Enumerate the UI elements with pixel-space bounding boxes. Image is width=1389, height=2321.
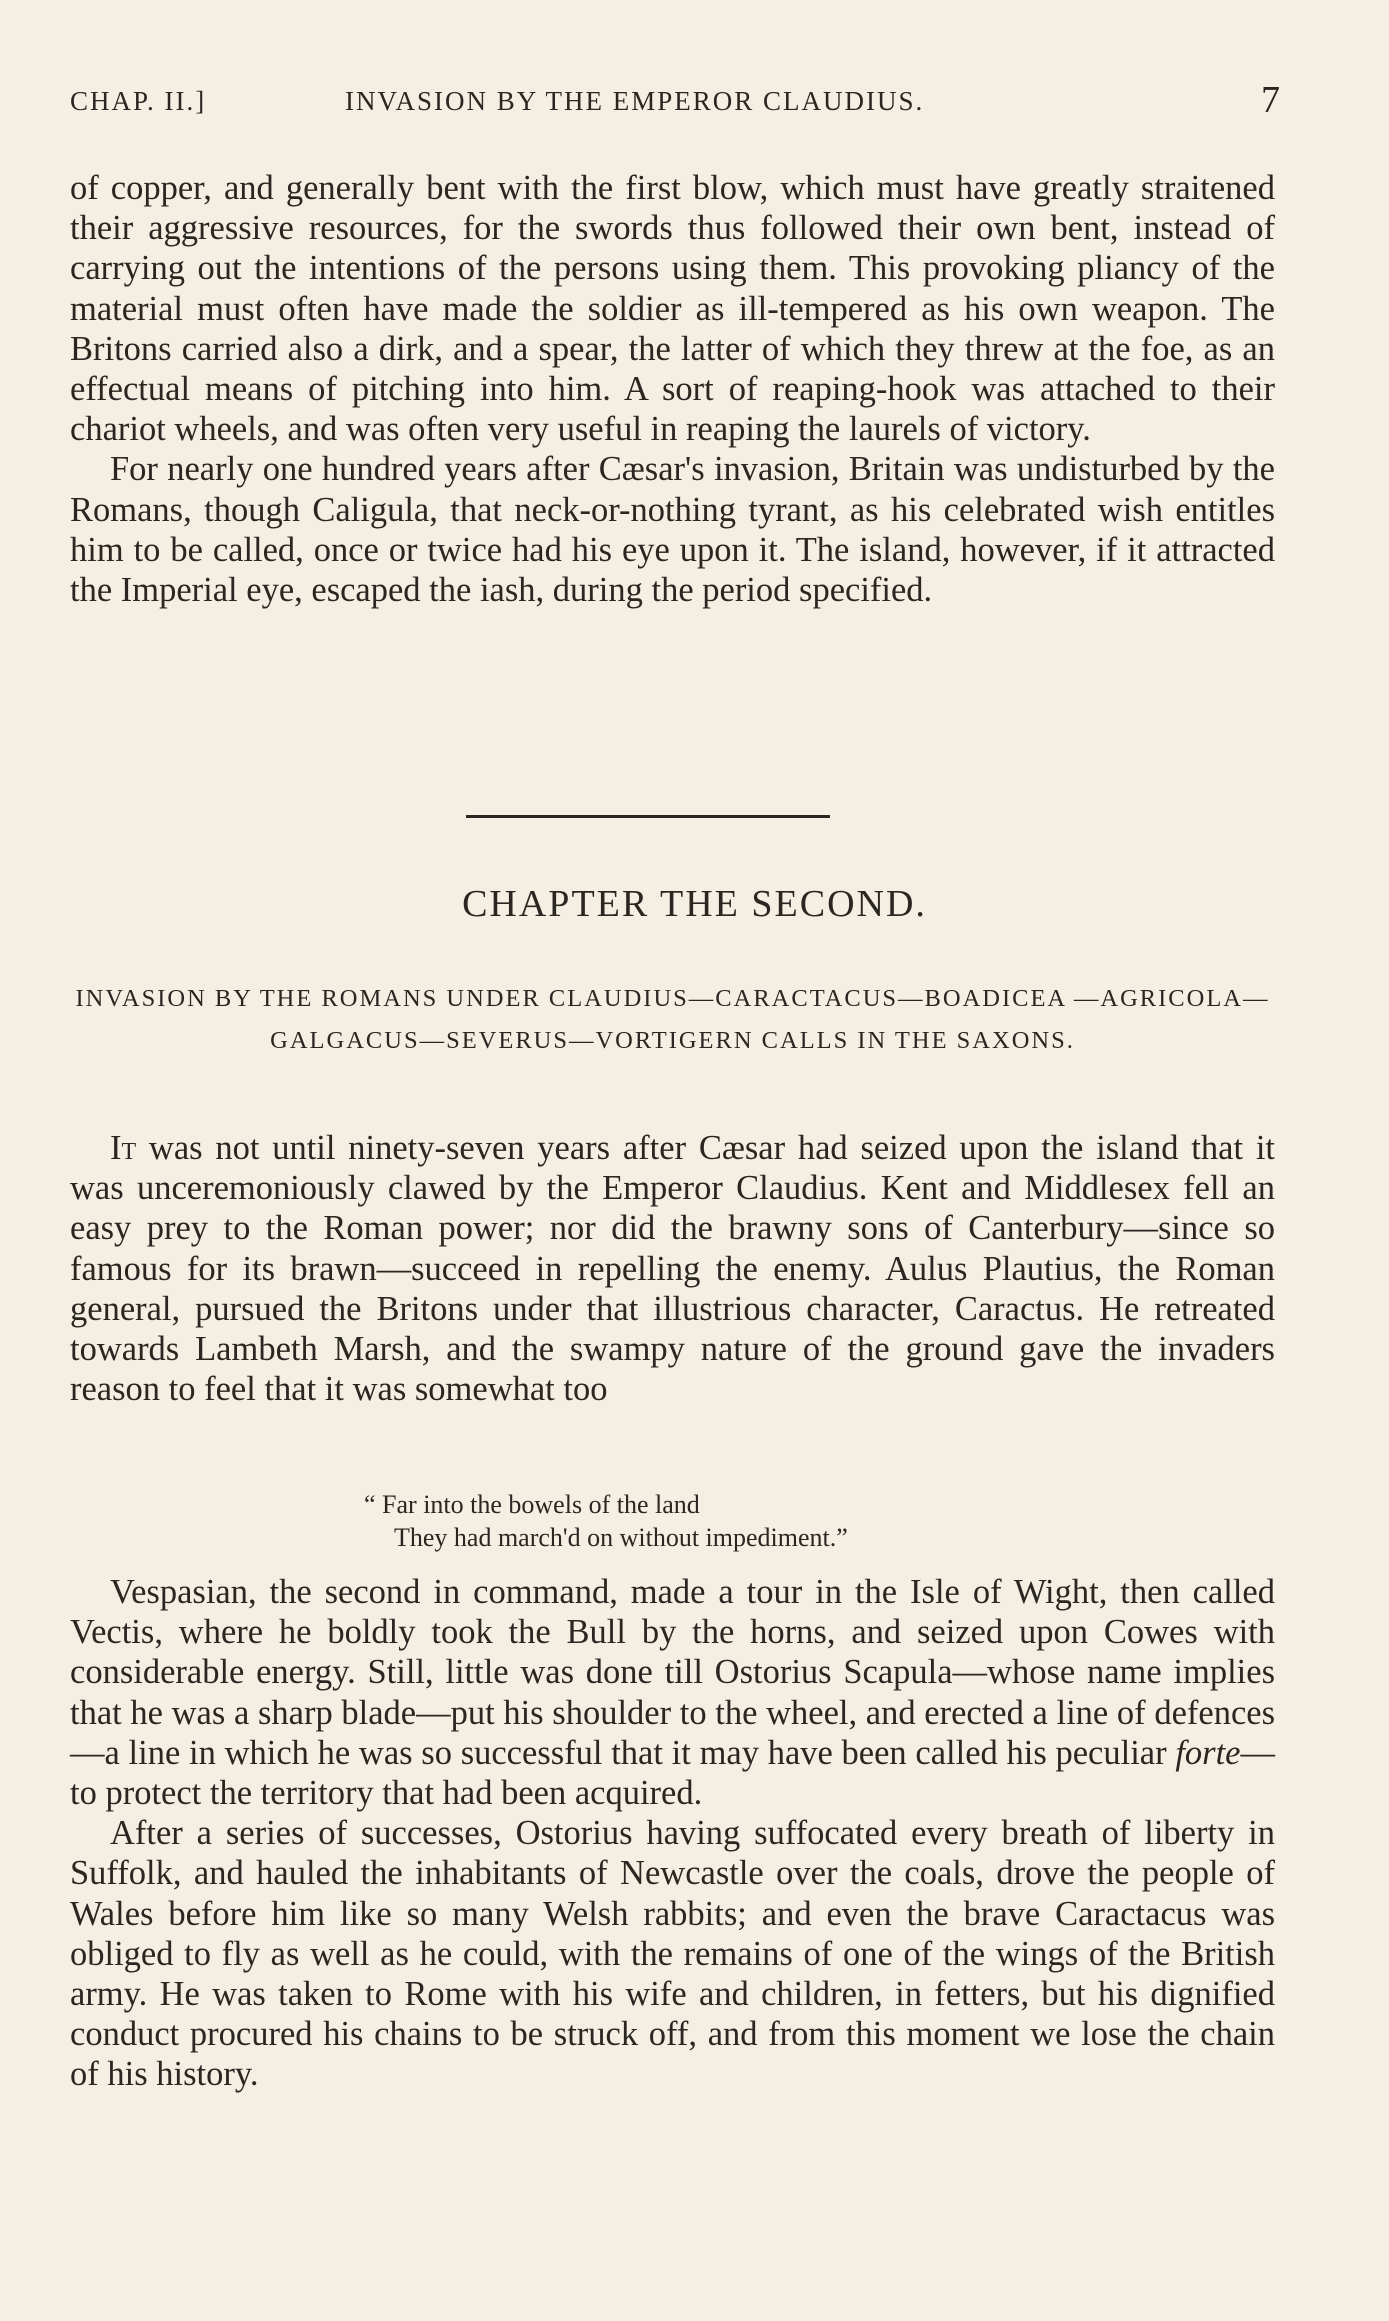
paragraph-text: Vespasian, the second in command, made a tour in the Isle of Wight, then called Vectis, where he boldly took the Bull by the horns, and seized upon Cowes with considerable energy. Still, little was done till Ostorius Scapula—whose name implies that he was a sharp blade—put his shoulder to the wheel, and erected a line of defences—a line in which he was so successful that it may have been called his peculiar — [70, 1573, 1275, 1772]
paragraph-first-word: It — [110, 1129, 137, 1167]
verse-quotation — [364, 1488, 1064, 1554]
running-head — [70, 79, 1280, 132]
running-head-chapter: CHAP. II.] — [70, 86, 207, 116]
paragraph-text: —to protect the territory that had been acquired. — [70, 1733, 1275, 1813]
paragraph: For nearly one hundred years after Cæsar's invasion, Britain was undisturbed by the Romans, though Caligula, that neck-or-nothing tyrant, as his celebrated wish entitles him to be called, once or twice had his eye upon it. The island, however, if it attracted the Imperial eye, escaped the iash, during the period specified. — [70, 450, 1275, 610]
page-number: 7 — [1261, 79, 1280, 121]
paragraph-text: was not until ninety-seven years after Cæsar had seized upon the island that it was unceremoniously clawed by the Emperor Claudius. Kent and Middlesex fell an easy prey to the Roman power; nor did the brawny sons of Canterbury—since so famous for its brawn—succeed in repelling the enemy. Aulus Plautius, the Roman general, pursued the Britons under that illustrious character, Caractus. He retreated towards Lambeth Marsh, and the swampy nature of the ground gave the invaders reason to feel that it was somewhat too — [70, 1129, 1275, 1409]
paragraph — [70, 1572, 1275, 1813]
text-block-continuation — [70, 1572, 1275, 2095]
quote-line: “ Far into the bowels of the land — [364, 1490, 700, 1519]
chapter-title: CHAPTER THE SECOND. — [462, 883, 927, 925]
text-block-opening — [70, 168, 1275, 610]
italic-term: forte — [1175, 1733, 1241, 1772]
running-head-title: INVASION BY THE EMPEROR CLAUDIUS. — [345, 86, 925, 116]
section-divider-rule — [466, 815, 830, 818]
quote-line: They had march'd on without impediment.” — [394, 1523, 848, 1552]
paragraph: After a series of successes, Ostorius having suffocated every breath of liberty in Suffolk, and hauled the inhabitants of Newcastle over the coals, drove the people of Wales before him like so many Welsh rabbits; and even the brave Caractacus was obliged to fly as well as he could, with the remains of one of the wings of the British army. He was taken to Rome with his wife and children, in fetters, but his dignified conduct procured his chains to be struck off, and from this moment we lose the chain of his history. — [70, 1814, 1275, 2094]
paragraph — [70, 1128, 1275, 1409]
chapter-summary: INVASION BY THE ROMANS UNDER CLAUDIUS—CARACTACUS—BOADICEA —AGRICOLA—GALGACUS—SEVERUS—VORTIGERN CALLS IN THE SAXONS. — [75, 985, 1270, 1054]
text-block-chapter-start — [70, 1128, 1275, 1409]
paragraph: of copper, and generally bent with the first blow, which must have greatly straitened their aggressive resources, for the swords thus followed their own bent, instead of carrying out the intentions of the persons using them. This provoking pliancy of the material must often have made the soldier as ill-tempered as his own weapon. The Britons carried also a dirk, and a spear, the latter of which they threw at the foe, as an effectual means of pitching into him. A sort of reaping-hook was attached to their chariot wheels, and was often very useful in reaping the laurels of victory. — [70, 169, 1275, 449]
